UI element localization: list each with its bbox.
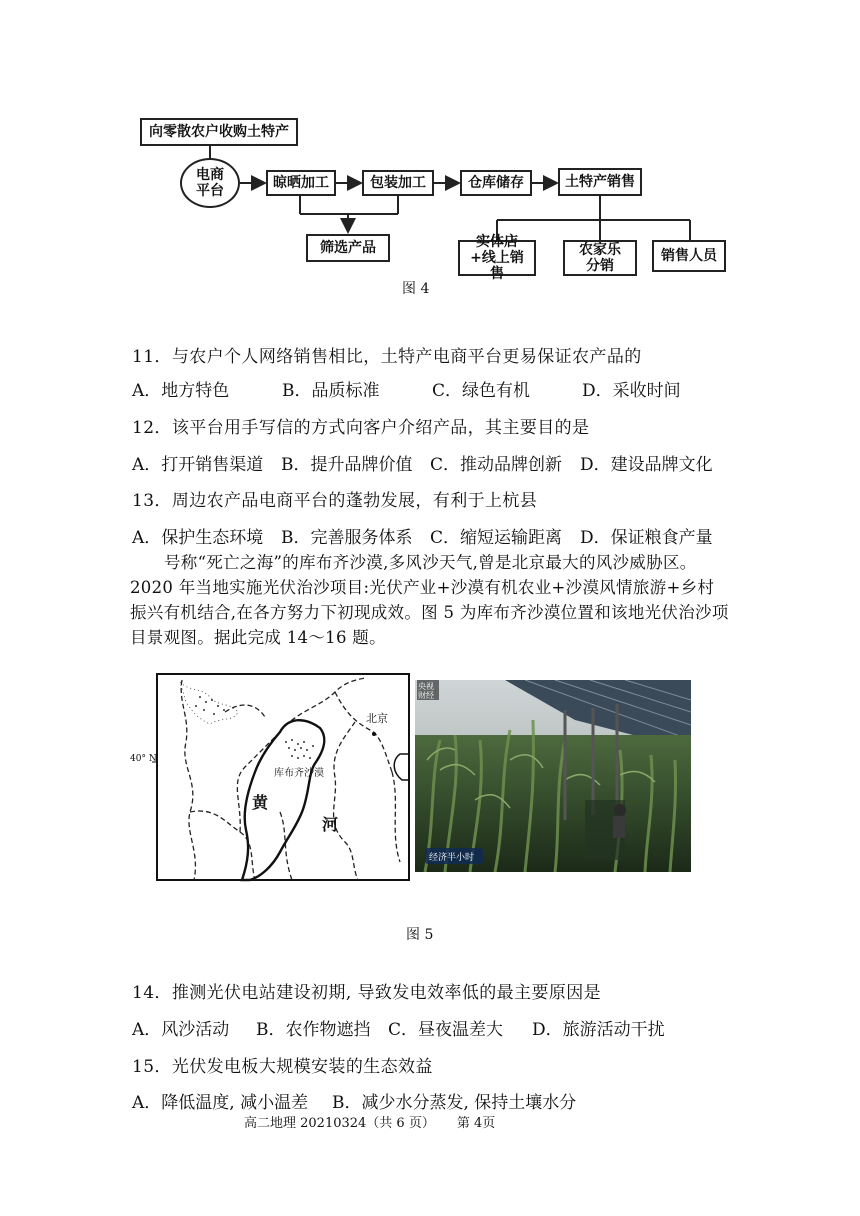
flowchart-connectors	[0, 0, 860, 300]
box-shop-online: 实体店+线上销售	[458, 240, 536, 276]
city-label-beijing: 北京	[366, 712, 388, 725]
question-13-stem: 13．周边农产品电商平台的蓬勃发展，有利于上杭县	[132, 491, 538, 511]
box-ecommerce-platform: 电商平台	[180, 158, 240, 208]
question-11-options	[132, 376, 681, 401]
figure-4	[0, 0, 860, 300]
option-d: D．保证粮食产量	[580, 528, 713, 548]
option-c: C．绿色有机	[432, 381, 531, 401]
tv-channel-logo: 央视财经	[418, 682, 434, 700]
question-14-options	[132, 1015, 665, 1040]
box-sales: 土特产销售	[558, 168, 642, 196]
desert-label: 库布齐沙漠	[274, 768, 324, 779]
box-farm-stay: 农家乐分销	[563, 240, 637, 276]
figure-5-photo	[415, 680, 691, 872]
option-c: C．推动品牌创新	[430, 455, 563, 475]
page-footer	[244, 1112, 517, 1131]
river-label-1: 黄	[252, 793, 269, 812]
question-15-stem: 15．光伏发电板大规模安装的生态效益	[132, 1057, 433, 1077]
option-a: A．风沙活动	[132, 1020, 230, 1040]
option-b: B．农作物遮挡	[256, 1020, 371, 1040]
option-c: C．昼夜温差大	[388, 1020, 504, 1040]
option-d: D．采收时间	[582, 381, 681, 401]
option-b: B．减少水分蒸发, 保持土壤水分	[332, 1093, 577, 1113]
footer-course-info: 高二地理 20210324（共 6 页）	[244, 1116, 435, 1131]
latitude-label: 40° N	[130, 754, 157, 764]
box-buy-local-produce: 向零散农户收购土特产	[140, 118, 298, 146]
location-map	[130, 672, 412, 882]
option-c: C．缩短运输距离	[430, 528, 563, 548]
option-d: D．建设品牌文化	[580, 455, 713, 475]
river-label-2: 河	[322, 815, 339, 834]
option-a: A．打开销售渠道	[132, 455, 264, 475]
program-ribbon: 经济半小时	[429, 853, 475, 863]
box-filter-products: 筛选产品	[306, 234, 390, 262]
question-13-options	[132, 523, 713, 548]
option-a: A．地方特色	[132, 381, 230, 401]
question-12-options	[132, 450, 713, 475]
question-15-options	[132, 1088, 576, 1113]
solar-farm-photo	[415, 680, 691, 872]
figure-5-map	[130, 672, 412, 882]
figure-5-caption: 图 5	[406, 927, 434, 943]
box-drying: 晾晒加工	[266, 170, 336, 196]
option-b: B．品质标准	[282, 381, 380, 401]
footer-page-number: 第 4页	[456, 1116, 496, 1131]
option-a: A．降低温度, 减小温差	[132, 1093, 309, 1113]
option-a: A．保护生态环境	[132, 528, 264, 548]
box-warehouse: 仓库储存	[460, 170, 532, 196]
figure-4-caption: 图 4	[402, 281, 430, 297]
question-12-stem: 12．该平台用手写信的方式向客户介绍产品，其主要目的是	[132, 418, 590, 438]
passage: 号称“死亡之海”的库布齐沙漠,多风沙天气,曾是北京最大的风沙威胁区。2020 年当地实施光伏治沙项目:光伏产业+沙漠有机农业+沙漠风情旅游+乡村振兴有机结合,在各方努力下初现成效。图 5 为库布齐沙漠位置和该地光伏治沙项目景观图。据此完成 14～16 题。	[130, 553, 729, 647]
question-14-stem: 14．推测光伏电站建设初期, 导致发电效率低的最主要原因是	[132, 983, 602, 1003]
option-b: B．完善服务体系	[281, 528, 413, 548]
option-d: D．旅游活动干扰	[532, 1020, 665, 1040]
box-sales-staff: 销售人员	[652, 240, 726, 272]
question-11-stem: 11．与农户个人网络销售相比，土特产电商平台更易保证农产品的	[132, 347, 642, 367]
option-b: B．提升品牌价值	[281, 455, 413, 475]
box-packaging: 包装加工	[362, 170, 434, 196]
